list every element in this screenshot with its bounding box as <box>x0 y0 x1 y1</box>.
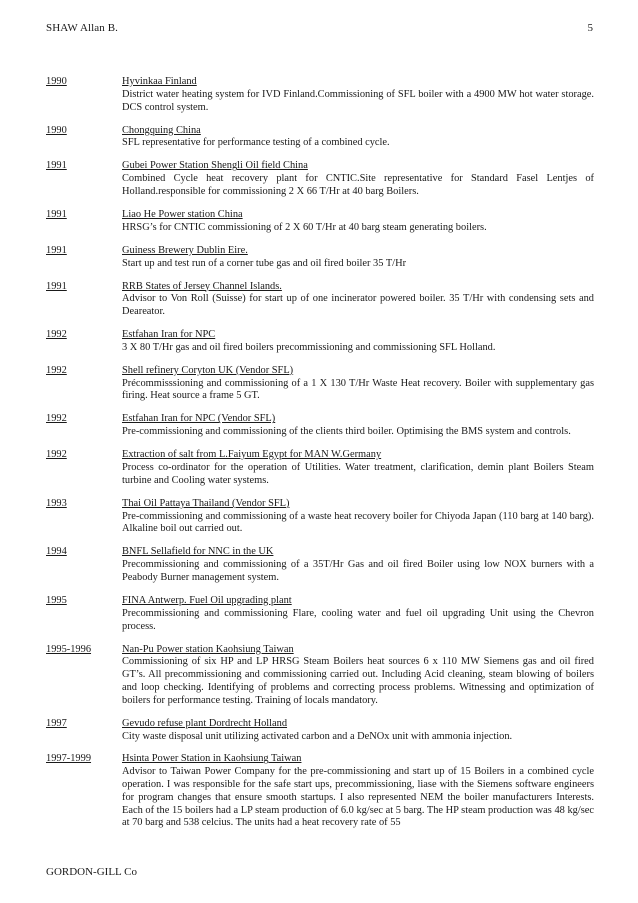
entry-description: Combined Cycle heat recovery plant for CNTIC.Site representative for Standard Fasel Lentjes of Holland.responsible for commissioning 2 X 66 T/Hr at 40 barg Boilers. <box>122 173 594 197</box>
page-number: 5 <box>587 22 593 34</box>
entry-description: Precommissioning and commissioning Flare, cooling water and fuel oil upgrading Unit using the Chevron process. <box>122 607 594 632</box>
entry-body <box>122 644 594 708</box>
entry-body <box>122 595 594 633</box>
entry-body <box>122 329 594 355</box>
entry-year: 1991 <box>46 280 67 292</box>
experience-entry <box>46 718 594 744</box>
entry-description: Advisor to Taiwan Power Company for the pre-commissioning and start up of 15 Boilers in a combined cycle operation. I was responsible for the safe start ups, precommissioning, liase with the Siemens software engineers for program changes that ensure smooth startups. I also represented NEM the boiler manufacturers Interests. Each of the 15 boilers had a LP steam production of 6.0 kg/sec at 5 barg. The HP steam production was 48 kg/sec at 70 barg and 538 celcius. The units had a heat recovery rate of 55 <box>122 766 594 829</box>
entry-year: 1990 <box>46 76 67 87</box>
entry-title: Estfahan Iran for NPC (Vendor SFL) <box>122 413 276 425</box>
entry-body <box>122 76 594 114</box>
entry-description: Process co-ordinator for the operation of Utilities. Water treatment, clarification, demin plant Boilers Steam turbine and Cooling water systems. <box>122 462 594 486</box>
entry-title: Estfahan Iran for NPC <box>122 329 216 341</box>
experience-entry <box>46 413 594 439</box>
entry-description: SFL representative for performance testing of a combined cycle. <box>122 137 390 149</box>
entry-body <box>122 245 594 271</box>
entry-title: Guiness Brewery Dublin Eire. <box>122 244 248 256</box>
entry-title: Hyvinkaa Finland <box>122 76 197 87</box>
entry-title: Gevudo refuse plant Dordrecht Holland <box>122 717 288 729</box>
entry-description: HRSG’s for CNTIC commissioning of 2 X 60 T/Hr at 40 barg steam generating boilers. <box>122 221 487 233</box>
entry-description: Advisor to Von Roll (Suisse) for start up of one incinerator powered boiler. 35 T/Hr with condensing sets and Deareator. <box>122 293 594 318</box>
entry-year: 1992 <box>46 364 67 376</box>
experience-entry <box>46 365 594 403</box>
entry-year: 1991 <box>46 160 67 172</box>
entry-description: District water heating system for IVD Finland.Commissioning of SFL boiler with a 4900 MW hot water storage. DCS control system. <box>122 88 594 113</box>
entry-description: Commissioning of six HP and LP HRSG Steam Boilers heat sources 6 x 110 MW Siemens gas and oil fired GT’s. All precommissioning and commissioning carried out. Including Acid cleaning, steam blowing of boilers and loop checking. Identifying of problems and correcting process problems. Witnessing and optimization of boilers for performance testing. Training of locals mandatory. <box>122 656 594 706</box>
experience-entry <box>46 281 594 319</box>
entry-title: Thai Oil Pattaya Thailand (Vendor SFL) <box>122 497 290 509</box>
entry-title: Chongquing China <box>122 124 201 136</box>
experience-entry <box>46 125 594 151</box>
experience-entry <box>46 329 594 355</box>
header-author-name: SHAW Allan B. <box>46 22 119 34</box>
experience-entry <box>46 546 594 584</box>
entry-year: 1992 <box>46 413 67 425</box>
entry-description: 3 X 80 T/Hr gas and oil fired boilers precommissioning and commissioning SFL Holland. <box>122 341 496 353</box>
experience-entry <box>46 595 594 633</box>
entry-year: 1992 <box>46 329 67 341</box>
entry-body <box>122 498 594 536</box>
entry-body <box>122 365 594 403</box>
entry-body <box>122 160 594 198</box>
entry-year: 1995-1996 <box>46 643 92 655</box>
experience-entry <box>46 644 594 708</box>
entry-body <box>122 125 594 151</box>
experience-entry <box>46 498 594 536</box>
entry-title: Shell refinery Coryton UK (Vendor SFL) <box>122 364 294 376</box>
experience-entry <box>46 76 594 114</box>
entry-title: Extraction of salt from L.Faiyum Egypt for MAN W.Germany <box>122 449 382 461</box>
entry-title: Gubei Power Station Shengli Oil field China <box>122 160 308 172</box>
entry-description: City waste disposal unit utilizing activated carbon and a DeNOx unit with ammonia injection. <box>122 730 513 742</box>
entry-title: BNFL Sellafield for NNC in the UK <box>122 546 274 558</box>
entry-description: Pre-commissioning and commissioning of a waste heat recovery boiler for Chiyoda Japan (110 barg at 140 barg). Alkaline boil out carried out. <box>122 510 594 535</box>
entry-body <box>122 546 594 584</box>
entry-title: RRB States of Jersey Channel Islands. <box>122 280 282 292</box>
experience-entry <box>46 160 594 198</box>
entry-body <box>122 449 594 487</box>
entry-body <box>122 209 594 235</box>
entry-title: FINA Antwerp. Fuel Oil upgrading plant <box>122 594 292 606</box>
footer-company: GORDON-GILL Co <box>46 866 137 878</box>
entry-body <box>122 718 594 744</box>
entry-year: 1992 <box>46 449 67 461</box>
entry-description: Precommissioning and commissioning of a 35T/Hr Gas and oil fired Boiler using low NOX burners with a Peabody Burner management system. <box>122 559 594 583</box>
entry-year: 1995 <box>46 594 67 606</box>
entry-year: 1994 <box>46 546 67 558</box>
entry-year: 1991 <box>46 244 67 256</box>
experience-entry <box>46 245 594 271</box>
entry-title: Nan-Pu Power station Kaohsiung Taiwan <box>122 643 294 655</box>
entry-description: Start up and test run of a corner tube gas and oil fired boiler 35 T/Hr <box>122 257 407 269</box>
entry-description: Pre-commissioning and commissioning of the clients third boiler. Optimising the BMS system and controls. <box>122 426 571 438</box>
entry-body <box>122 753 594 830</box>
entry-year: 1997-1999 <box>46 753 92 765</box>
entry-year: 1993 <box>46 497 67 509</box>
experience-entry <box>46 449 594 487</box>
entry-body <box>122 413 594 439</box>
entry-body <box>122 281 594 319</box>
entry-title: Liao He Power station China <box>122 208 243 220</box>
entry-year: 1997 <box>46 717 67 729</box>
entry-description: Précommisssioning and commissioning of a 1 X 130 T/Hr Waste Heat recovery. Boiler with supplementary gas firing. Heat source a frame 5 GT. <box>122 377 594 402</box>
entry-year: 1990 <box>46 124 67 136</box>
entry-title: Hsinta Power Station in Kaohsiung Taiwan <box>122 753 302 765</box>
entry-year: 1991 <box>46 208 67 220</box>
experience-entry <box>46 209 594 235</box>
experience-entry <box>46 753 594 830</box>
experience-list <box>46 76 594 840</box>
